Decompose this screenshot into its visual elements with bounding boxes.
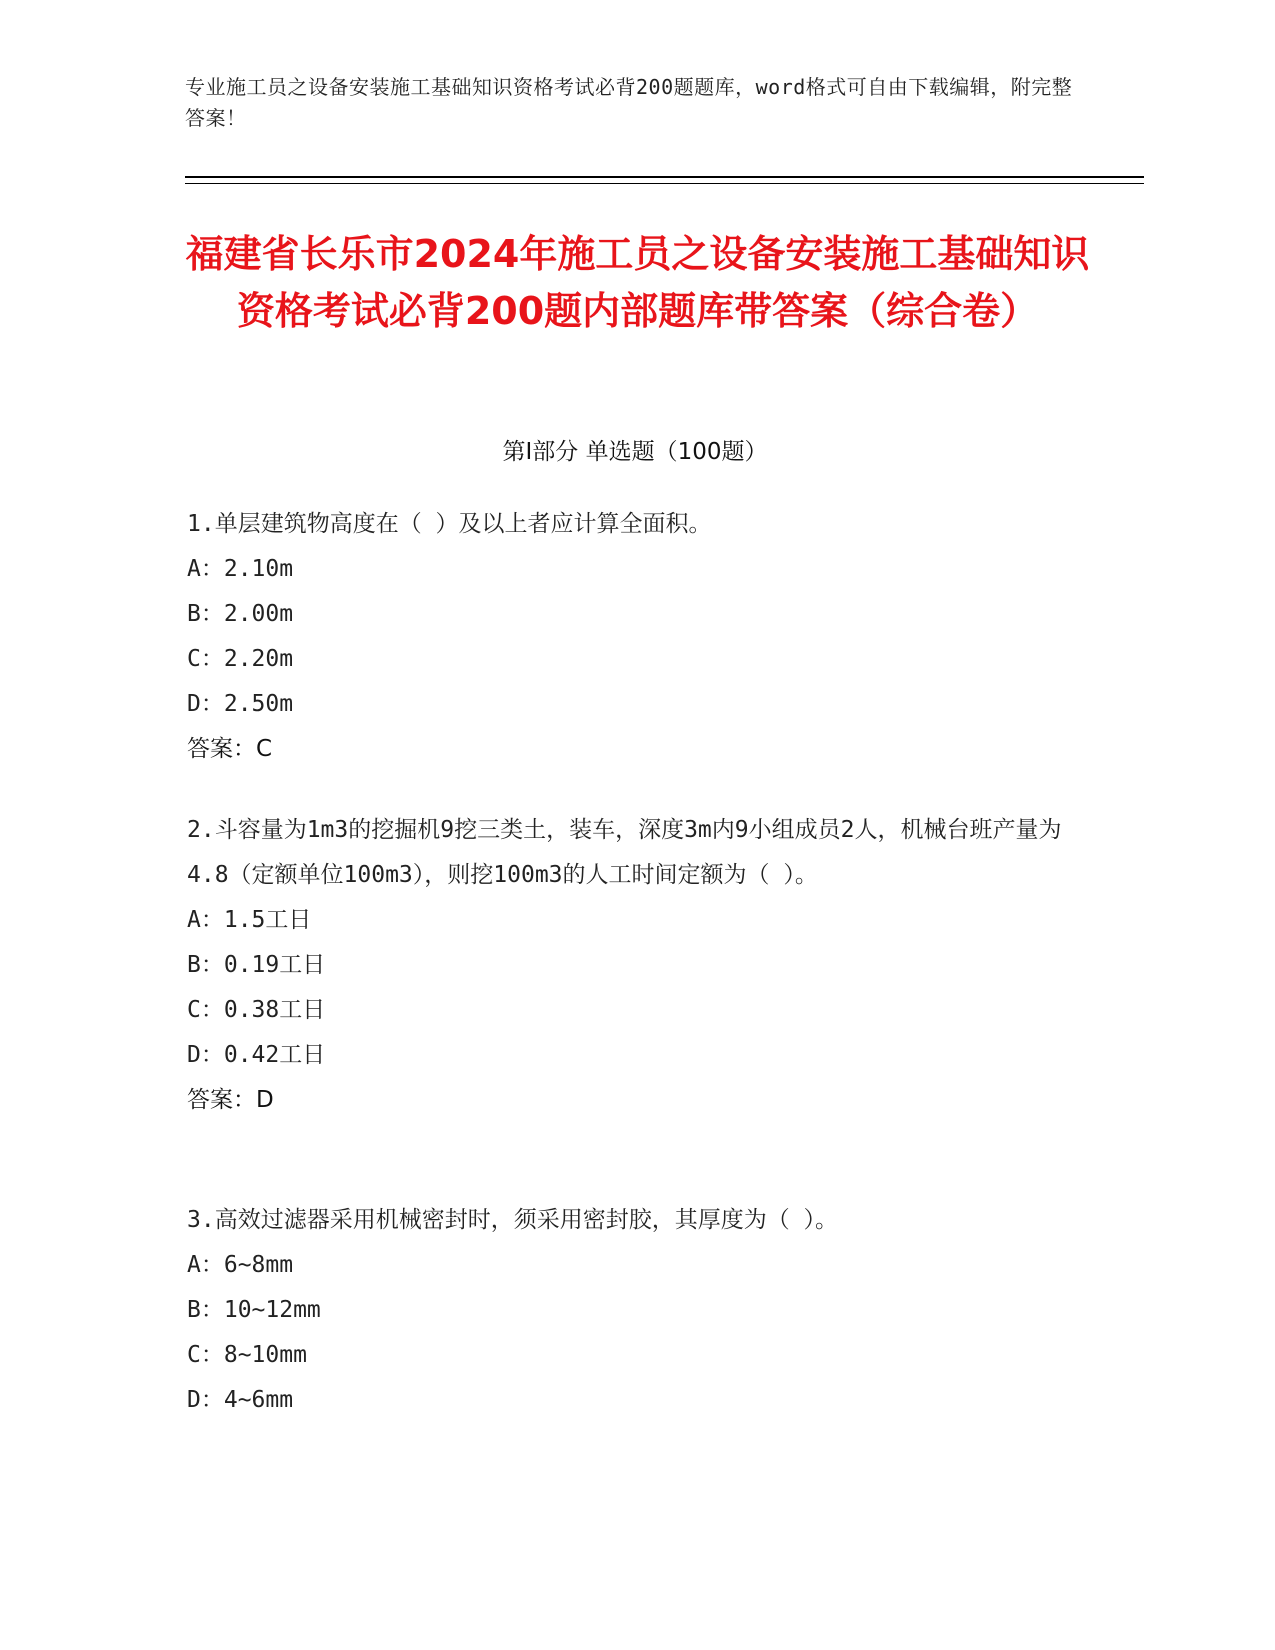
answer: 答案：D — [187, 1087, 274, 1113]
header-note: 专业施工员之设备安装施工基础知识资格考试必背200题题库，word格式可自由下载编辑，附完整答案！ — [185, 75, 1073, 130]
option-b: B：2.00m — [187, 601, 294, 627]
option-a: A：1.5工日 — [187, 907, 312, 933]
option-b: B：0.19工日 — [187, 952, 326, 978]
question-text: 1.单层建筑物高度在（ ）及以上者应计算全面积。 — [187, 511, 712, 537]
option-c: C：0.38工日 — [187, 997, 326, 1023]
question-1 — [187, 502, 1067, 772]
question-3 — [187, 1198, 1067, 1423]
answer: 答案：C — [187, 736, 273, 762]
option-d: D：0.42工日 — [187, 1042, 326, 1068]
option-b: B：10~12mm — [187, 1297, 321, 1323]
option-a: A：2.10m — [187, 556, 294, 582]
section-title: 第Ⅰ部分 单选题（100题） — [502, 439, 768, 465]
option-d: D：4~6mm — [187, 1387, 294, 1413]
option-d: D：2.50m — [187, 691, 294, 717]
header-rule-thin — [185, 183, 1144, 184]
question-text: 3.高效过滤器采用机械密封时，须采用密封胶，其厚度为（ ）。 — [187, 1207, 839, 1233]
option-a: A：6~8mm — [187, 1252, 294, 1278]
question-text: 2.斗容量为1m3的挖掘机9挖三类土，装车，深度3m内9小组成员2人，机械台班产量为4.8（定额单位100m3），则挖100m3的人工时间定额为（ ）。 — [187, 817, 1062, 888]
option-c: C：8~10mm — [187, 1342, 307, 1368]
question-2 — [187, 808, 1067, 1123]
document-title: 福建省长乐市2024年施工员之设备安装施工基础知识资格考试必背200题内部题库带答案（综合卷） — [185, 232, 1090, 333]
header-rule-thick — [185, 176, 1144, 178]
option-c: C：2.20m — [187, 646, 294, 672]
